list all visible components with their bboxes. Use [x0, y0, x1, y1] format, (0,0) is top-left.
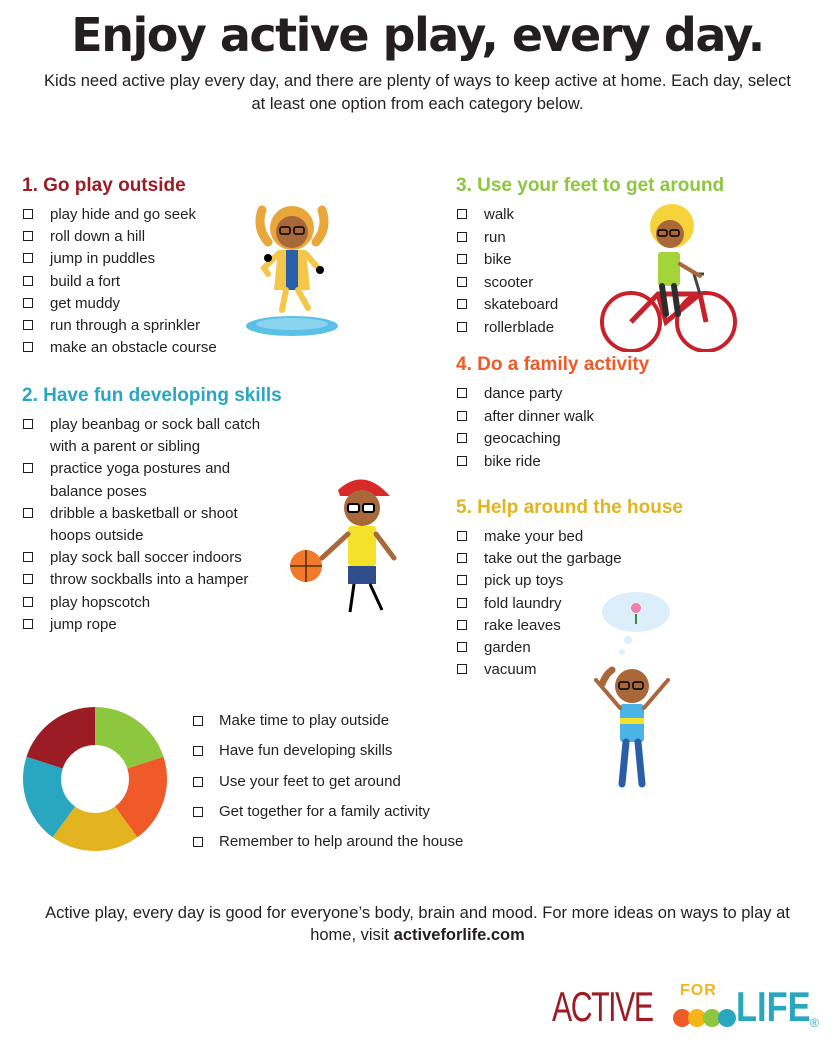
legend-swatch: [193, 746, 203, 756]
legend-item: Get together for a family activity: [190, 800, 463, 830]
checklist-item[interactable]: jump in puddles: [22, 248, 322, 270]
boy-basketball-illustration: [286, 470, 398, 620]
checkbox[interactable]: [457, 642, 467, 652]
logo-life: LIFE: [736, 983, 811, 1030]
logo-for: FOR: [680, 982, 717, 999]
checkbox[interactable]: [23, 298, 33, 308]
checkbox[interactable]: [457, 411, 467, 421]
page-title: Enjoy active play, every day.: [71, 8, 764, 62]
active-for-life-logo: [548, 976, 828, 1036]
checklist-item[interactable]: build a fort: [22, 271, 322, 293]
legend-item: Have fun developing skills: [190, 739, 463, 769]
donut-segments: [23, 707, 167, 851]
checkbox[interactable]: [457, 277, 467, 287]
logo-circles-icon: [672, 1008, 742, 1028]
checklist-item[interactable]: dribble a basketball or shoot hoops outside: [22, 503, 277, 547]
checklist-item[interactable]: pick up toys: [456, 570, 786, 592]
section-heading: 3. Use your feet to get around: [456, 175, 725, 196]
checklist-item[interactable]: roll down a hill: [22, 226, 322, 248]
intro-text: Kids need active play every day, and there are plenty of ways to keep active at home. Each day, select at least one option from each category below.: [44, 72, 791, 113]
checkbox[interactable]: [457, 598, 467, 608]
checkbox[interactable]: [23, 320, 33, 330]
section-developing-skills: [22, 384, 322, 636]
legend-item: Make time to play outside: [190, 709, 463, 739]
legend-swatch: [193, 716, 203, 726]
checklist-item[interactable]: play hopscotch: [22, 592, 277, 614]
checklist-item[interactable]: scooter: [456, 272, 786, 295]
checklist-item[interactable]: fold laundry: [456, 593, 786, 615]
checklist-item[interactable]: walk: [456, 204, 786, 227]
checkbox[interactable]: [23, 276, 33, 286]
checklist-item[interactable]: make an obstacle course: [22, 337, 322, 359]
checklist-item[interactable]: run: [456, 227, 786, 250]
checklist: [456, 383, 786, 473]
checkbox[interactable]: [457, 620, 467, 630]
checklist-item[interactable]: throw sockballs into a hamper: [22, 569, 277, 591]
checkbox[interactable]: [457, 553, 467, 563]
legend-swatch: [193, 837, 203, 847]
checklist-item[interactable]: take out the garbage: [456, 548, 786, 570]
footer-text: Active play, every day is good for everyone’s body, brain and mood. For more ideas on ways to play at home, visit activeforlife.com: [45, 904, 790, 944]
section-heading: 5. Help around the house: [456, 497, 683, 518]
checkbox[interactable]: [23, 508, 33, 518]
checkbox[interactable]: [457, 254, 467, 264]
girl-puddle-illustration: [242, 198, 338, 340]
legend-swatch: [193, 777, 203, 787]
checkbox[interactable]: [457, 232, 467, 242]
checkbox[interactable]: [457, 299, 467, 309]
checklist-item[interactable]: dance party: [456, 383, 786, 406]
checklist-item[interactable]: vacuum: [456, 659, 786, 681]
section-heading: 4. Do a family activity: [456, 354, 650, 375]
checklist-item[interactable]: get muddy: [22, 293, 322, 315]
checkbox[interactable]: [23, 619, 33, 629]
checklist-item[interactable]: after dinner walk: [456, 406, 786, 429]
girl-cheering-illustration: [588, 590, 682, 790]
boy-bike-illustration: [596, 202, 740, 352]
checkbox[interactable]: [457, 322, 467, 332]
donut-segment-feet: [95, 707, 163, 768]
checklist: [22, 414, 277, 636]
checkbox[interactable]: [457, 664, 467, 674]
checkbox[interactable]: [23, 419, 33, 429]
section-family-activity: [456, 353, 786, 473]
checkbox[interactable]: [23, 253, 33, 263]
logo-active: ACTIVE: [552, 983, 653, 1030]
checklist-item[interactable]: skateboard: [456, 294, 786, 317]
checklist-item[interactable]: play hide and go seek: [22, 204, 322, 226]
checkbox[interactable]: [23, 574, 33, 584]
checkbox[interactable]: [457, 388, 467, 398]
checkbox[interactable]: [457, 209, 467, 219]
checkbox[interactable]: [23, 231, 33, 241]
checklist-item[interactable]: rollerblade: [456, 317, 786, 340]
checkbox[interactable]: [457, 575, 467, 585]
checkbox[interactable]: [23, 342, 33, 352]
checklist-item[interactable]: jump rope: [22, 614, 277, 636]
checklist-item[interactable]: bike ride: [456, 451, 786, 474]
category-legend: [190, 709, 463, 860]
legend-swatch: [193, 807, 203, 817]
category-donut-chart: [22, 704, 168, 854]
checkbox[interactable]: [457, 531, 467, 541]
checklist-item[interactable]: geocaching: [456, 428, 786, 451]
checkbox[interactable]: [457, 433, 467, 443]
checklist-item[interactable]: play sock ball soccer indoors: [22, 547, 277, 569]
checklist-item[interactable]: garden: [456, 637, 786, 659]
checkbox[interactable]: [23, 597, 33, 607]
website-link[interactable]: activeforlife.com: [393, 926, 525, 944]
checkbox[interactable]: [457, 456, 467, 466]
legend-item: Remember to help around the house: [190, 830, 463, 860]
checkbox[interactable]: [23, 552, 33, 562]
section-heading: 1. Go play outside: [22, 175, 186, 196]
legend-item: Use your feet to get around: [190, 770, 463, 800]
checklist-item[interactable]: run through a sprinkler: [22, 315, 322, 337]
checklist-item[interactable]: bike: [456, 249, 786, 272]
checklist-item[interactable]: practice yoga postures and balance poses: [22, 458, 277, 502]
section-heading: 2. Have fun developing skills: [22, 385, 282, 406]
checklist-item[interactable]: play beanbag or sock ball catch with a parent or sibling: [22, 414, 277, 458]
checklist-item[interactable]: make your bed: [456, 526, 786, 548]
logo-registered-mark: ®: [810, 1016, 819, 1030]
donut-segment-outside: [27, 707, 95, 768]
checkbox[interactable]: [23, 463, 33, 473]
checkbox[interactable]: [23, 209, 33, 219]
checklist-item[interactable]: rake leaves: [456, 615, 786, 637]
